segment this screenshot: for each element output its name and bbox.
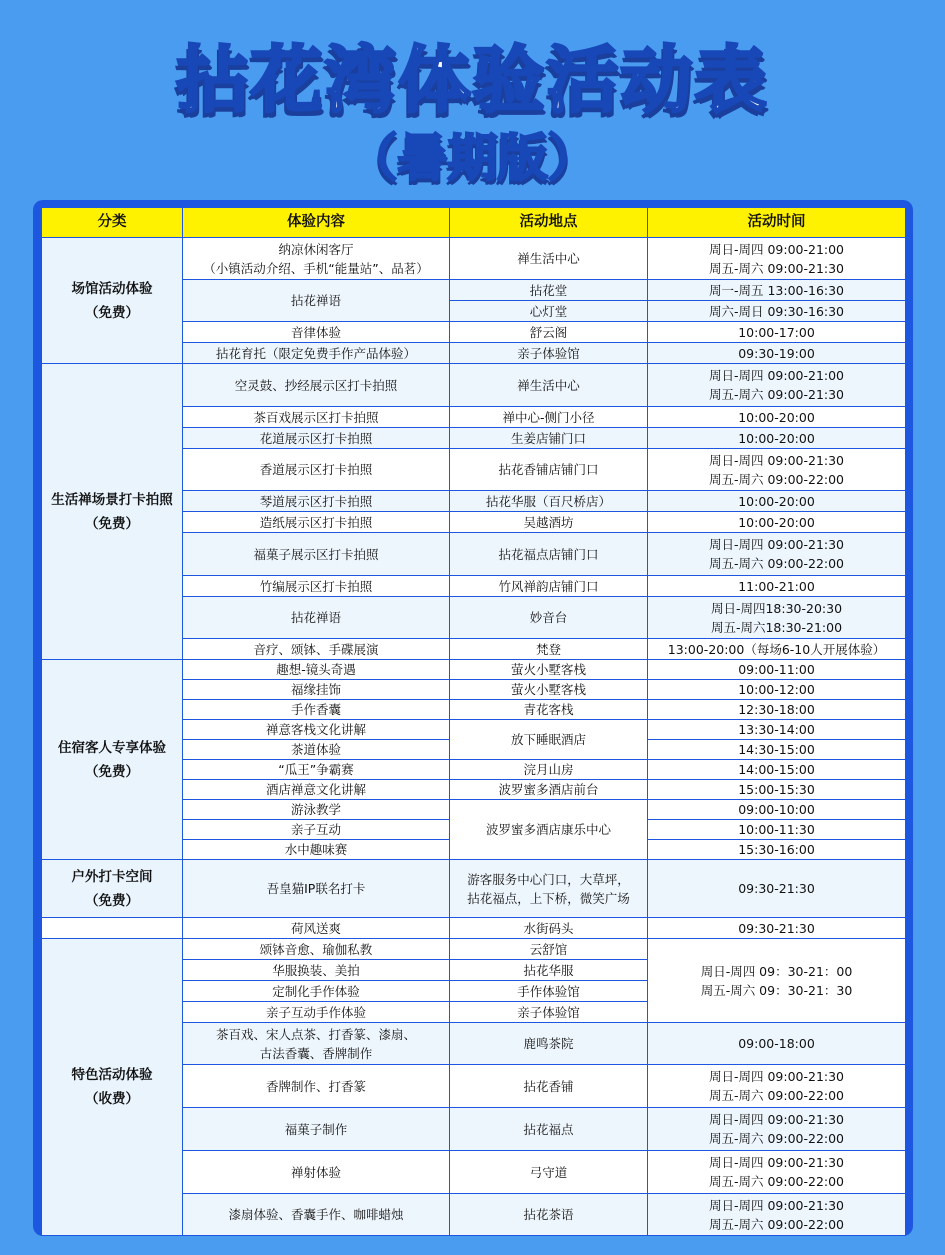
time-cell [648,1194,906,1236]
content-cell: 竹编展示区打卡拍照 [183,576,450,597]
content-cell: 造纸展示区打卡拍照 [183,512,450,533]
time-text: 周五-周六 09:00-22:00 [708,471,845,487]
content-cell: 拈花禅语 [183,280,450,322]
page-subtitle: （暑期版） [347,129,598,187]
time-text: 周日-周四18:30-20:30 [710,600,843,616]
time-cell [648,364,906,407]
category-cell [42,238,183,364]
table-row [42,364,906,407]
time-cell: 10:00-11:30 [648,820,906,840]
header-category: 分类 [42,208,183,238]
content-cell: 水中趣味赛 [183,840,450,860]
content-cell: 酒店禅意文化讲解 [183,780,450,800]
header [0,0,945,200]
category-cell [42,660,183,860]
time-cell: 15:30-16:00 [648,840,906,860]
content-cell: 福菓子制作 [183,1108,450,1151]
time-text: 周五-周六 09：30-21：30 [700,982,853,998]
page-title: 拈花湾体验活动表 [176,38,769,122]
time-cell: 14:00-15:00 [648,760,906,780]
time-cell [648,939,906,1023]
content-cell [183,1023,450,1065]
time-cell [648,597,906,639]
location-cell: 亲子体验馆 [450,1002,648,1023]
content-cell: “瓜王”争霸赛 [183,760,450,780]
location-cell: 拈花香铺店铺门口 [450,449,648,491]
table-row [42,238,906,280]
time-text: 周五-周六 09:00-22:00 [708,1131,845,1146]
time-cell: 13:30-14:00 [648,720,906,740]
time-cell: 10:00-20:00 [648,407,906,428]
location-cell: 拈花堂 [450,280,648,301]
time-text: 周五-周六 09:00-21:30 [708,260,845,276]
location-cell [450,860,648,918]
category-cell [42,860,183,918]
content-cell: 香道展示区打卡拍照 [183,449,450,491]
time-cell: 15:00-15:30 [648,780,906,800]
time-text: 周日-周四 09:00-21:30 [708,537,845,552]
content-cell: 华服换装、美拍 [183,960,450,981]
time-text: 周五-周六18:30-21:00 [710,619,843,635]
time-cell [648,533,906,576]
table-row [42,939,906,960]
content-cell: 茶道体验 [183,740,450,760]
time-cell: 13:00-20:00（每场6-10人开展体验） [648,639,906,660]
time-cell [648,449,906,491]
location-cell: 波罗蜜多酒店康乐中心 [450,800,648,860]
location-cell: 禅中心-侧门小径 [450,407,648,428]
content-cell: 漆扇体验、香囊手作、咖啡蜡烛 [183,1194,450,1236]
location-cell: 鹿鸣茶院 [450,1023,648,1065]
content-cell: 禅射体验 [183,1151,450,1194]
location-cell: 手作体验馆 [450,981,648,1002]
location-cell: 弓守道 [450,1151,648,1194]
time-text: 周日-周四 09:00-21:30 [708,452,845,468]
content-cell: 空灵鼓、抄经展示区打卡拍照 [183,364,450,407]
table-row [42,660,906,680]
time-cell [648,1108,906,1151]
category-fee: （免费） [85,515,139,532]
location-text: 游客服务中心门口，大草坪， [467,871,630,887]
location-cell: 萤火小墅客栈 [450,660,648,680]
header-location: 活动地点 [450,208,648,238]
category-fee: （收费） [85,1091,139,1107]
content-cell: 福菓子展示区打卡拍照 [183,533,450,576]
time-cell: 09:00-11:00 [648,660,906,680]
content-cell: 手作香囊 [183,700,450,720]
time-text: 周日-周四 09:00-21:30 [708,1069,845,1084]
location-cell: 青花客栈 [450,700,648,720]
time-cell: 09:30-21:30 [648,860,906,918]
time-text: 周日-周四 09:00-21:00 [708,368,845,383]
content-cell: 吾皇猫IP联名打卡 [183,860,450,918]
location-cell: 梵登 [450,639,648,660]
time-text: 周五-周六 09:00-22:00 [708,1174,845,1189]
category-fee: （免费） [85,304,139,321]
time-text: 周日-周四 09:00-21:00 [708,241,845,257]
time-text: 周日-周四 09:00-21:30 [708,1112,845,1127]
time-cell: 09:30-19:00 [648,343,906,364]
category-name: 场馆活动体验 [71,280,153,297]
time-text: 周五-周六 09:00-22:00 [708,1216,845,1232]
location-cell: 浣月山房 [450,760,648,780]
table-row [42,860,906,918]
content-cell [183,238,450,280]
time-text: 周日-周四 09:00-21:30 [708,1155,845,1170]
location-cell: 禅生活中心 [450,238,648,280]
location-cell: 禅生活中心 [450,364,648,407]
location-cell: 生姜店铺门口 [450,428,648,449]
content-text: 茶百戏、宋人点茶、打香篆、漆扇、 [215,1026,416,1042]
content-cell: 禅意客栈文化讲解 [183,720,450,740]
content-cell: 拈花禅语 [183,597,450,639]
content-cell: 趣想-镜头奇遇 [183,660,450,680]
time-cell: 10:00-20:00 [648,491,906,512]
time-cell: 10:00-12:00 [648,680,906,700]
category-fee: （免费） [85,892,139,909]
category-cell [42,939,183,1236]
category-cell [42,364,183,660]
location-cell: 竹风禅韵店铺门口 [450,576,648,597]
time-cell: 12:30-18:00 [648,700,906,720]
location-cell: 拈花香铺 [450,1065,648,1108]
location-cell: 舒云阁 [450,322,648,343]
content-cell: 拈花育托（限定免费手作产品体验） [183,343,450,364]
location-cell: 拈花华服 [450,960,648,981]
location-cell: 亲子体验馆 [450,343,648,364]
location-cell: 拈花福点 [450,1108,648,1151]
table-header-row [42,208,906,238]
location-text: 拈花福点，上下桥，微笑广场 [467,890,630,906]
time-cell: 周六-周日 09:30-16:30 [648,301,906,322]
content-cell: 亲子互动 [183,820,450,840]
content-cell: 游泳教学 [183,800,450,820]
content-cell: 荷风送爽 [183,918,450,939]
time-text: 周日-周四 09:00-21:30 [708,1197,845,1213]
content-cell: 香牌制作、打香篆 [183,1065,450,1108]
time-cell: 14:30-15:00 [648,740,906,760]
content-cell: 琴道展示区打卡拍照 [183,491,450,512]
content-cell: 茶百戏展示区打卡拍照 [183,407,450,428]
header-time: 活动时间 [648,208,906,238]
time-cell: 周一-周五 13:00-16:30 [648,280,906,301]
content-cell: 音疗、颂钵、手碟展演 [183,639,450,660]
location-cell: 萤火小墅客栈 [450,680,648,700]
time-text: 周五-周六 09:00-22:00 [708,556,845,571]
time-cell: 09:00-18:00 [648,1023,906,1065]
content-cell: 亲子互动手作体验 [183,1002,450,1023]
location-cell: 拈花华服（百尺桥店） [450,491,648,512]
time-cell: 09:30-21:30 [648,918,906,939]
time-cell: 10:00-20:00 [648,428,906,449]
time-cell: 11:00-21:00 [648,576,906,597]
category-cell-empty [42,918,183,939]
content-cell: 音律体验 [183,322,450,343]
content-cell: 定制化手作体验 [183,981,450,1002]
time-text: 周五-周六 09:00-21:30 [708,387,845,402]
location-cell: 水街码头 [450,918,648,939]
category-fee: （免费） [85,763,139,780]
time-cell: 10:00-17:00 [648,322,906,343]
location-cell: 拈花茶语 [450,1194,648,1236]
category-name: 生活禅场景打卡拍照 [51,491,173,508]
content-cell: 福缘挂饰 [183,680,450,700]
time-cell [648,1151,906,1194]
category-name: 户外打卡空间 [71,868,153,885]
location-cell: 波罗蜜多酒店前台 [450,780,648,800]
schedule-table [41,207,906,1236]
location-cell: 云舒馆 [450,939,648,960]
location-cell: 吴越酒坊 [450,512,648,533]
time-cell: 10:00-20:00 [648,512,906,533]
category-name: 住宿客人专享体验 [58,739,166,756]
time-cell [648,1065,906,1108]
header-content: 体验内容 [183,208,450,238]
location-cell: 妙音台 [450,597,648,639]
content-text: 纳凉休闲客厅 [278,241,354,257]
category-name: 特色活动体验 [71,1067,153,1083]
table-row [42,918,906,939]
location-cell: 心灯堂 [450,301,648,322]
time-cell: 09:00-10:00 [648,800,906,820]
time-text: 周五-周六 09:00-22:00 [708,1088,845,1103]
content-cell: 颂钵音愈、瑜伽私教 [183,939,450,960]
time-cell [648,238,906,280]
content-cell: 花道展示区打卡拍照 [183,428,450,449]
content-text: （小镇活动介绍、手机“能量站”、品茗） [203,260,429,276]
location-cell: 放下睡眠酒店 [450,720,648,760]
location-cell: 拈花福点店铺门口 [450,533,648,576]
time-text: 周日-周四 09：30-21：00 [700,963,853,979]
content-text: 古法香囊、香牌制作 [259,1045,373,1061]
